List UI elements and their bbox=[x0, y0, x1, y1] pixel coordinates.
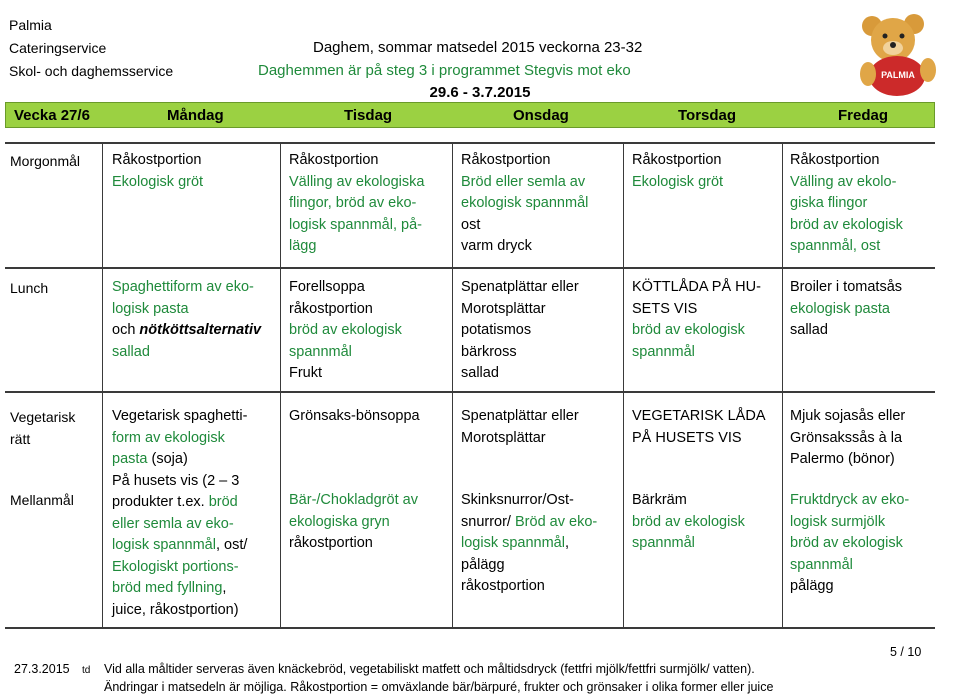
menu-line: bröd av ekologisk bbox=[632, 322, 745, 338]
menu-line: potatismos bbox=[461, 322, 532, 338]
menu-line: eller semla av eko- bbox=[112, 515, 234, 532]
menu-line: flingor, bröd av eko- bbox=[289, 195, 417, 211]
menu-line: SETS VIS bbox=[632, 300, 698, 317]
cell-tuesday-vegetarian bbox=[289, 406, 420, 428]
row-divider bbox=[5, 391, 935, 393]
day-monday: Måndag bbox=[167, 107, 224, 124]
menu-line: Ekologisk gröt bbox=[112, 173, 204, 190]
menu-line: Forellsoppa bbox=[289, 279, 365, 295]
menu-line: VEGETARISK LÅDA bbox=[632, 408, 766, 424]
day-thursday: Torsdag bbox=[678, 107, 737, 124]
menu-line: spannmål bbox=[289, 343, 352, 360]
menu-line: råkostportion bbox=[289, 535, 373, 551]
row-divider bbox=[5, 627, 935, 629]
menu-line: Mjuk sojasås eller bbox=[790, 408, 906, 424]
cell-friday-lunch bbox=[790, 277, 902, 342]
service-name: Skol- och daghemsservice bbox=[9, 63, 174, 79]
menu-line: sallad bbox=[112, 343, 150, 360]
cell-tuesday-lunch bbox=[289, 277, 402, 385]
cell-wednesday-vegetarian bbox=[461, 406, 579, 449]
menu-line: sallad bbox=[461, 365, 499, 381]
menu-line: Bröd eller semla av bbox=[461, 173, 586, 190]
footer-note-2: Ändringar i matsedeln är möjliga. Råkostportion = omväxlande bär/bärpuré, frukter och grönsaker i olika former eller juice bbox=[104, 680, 774, 694]
document-date: 27.3.2015 bbox=[14, 662, 70, 676]
cell-friday-vegetarian bbox=[790, 406, 905, 471]
cell-wednesday-morning bbox=[461, 150, 588, 258]
menu-line: pålägg bbox=[461, 556, 505, 573]
menu-line: Ekologiskt portions- bbox=[112, 558, 239, 575]
menu-title: Daghem, sommar matsedel 2015 veckorna 23-32 bbox=[313, 39, 643, 56]
menu-line: Ekologisk gröt bbox=[632, 173, 724, 190]
row-label-vegetarian: Vegetarisk rätt bbox=[10, 409, 76, 447]
menu-line: ekologiska gryn bbox=[289, 513, 390, 530]
menu-line: ekologisk spannmål bbox=[461, 195, 589, 211]
date-range: 29.6 - 3.7.2015 bbox=[429, 84, 531, 101]
cell-tuesday-morning bbox=[289, 150, 424, 258]
menu-line: Välling av ekologiska bbox=[289, 173, 425, 190]
cell-monday-vegetarian-snack bbox=[112, 406, 247, 621]
menu-line: PÅ HUSETS VIS bbox=[632, 429, 742, 446]
menu-line: logisk pasta bbox=[112, 300, 189, 317]
menu-line: logisk surmjölk bbox=[790, 513, 886, 530]
menu-line: form av ekologisk bbox=[112, 429, 225, 446]
menu-line: råkostportion bbox=[461, 578, 545, 594]
cell-monday-morning bbox=[112, 150, 203, 193]
cell-thursday-lunch bbox=[632, 277, 761, 363]
cell-tuesday-snack bbox=[289, 490, 418, 555]
menu-line: Bärkräm bbox=[632, 492, 687, 508]
menu-line: pålägg bbox=[790, 578, 834, 594]
menu-line: Spaghettiform av eko- bbox=[112, 279, 254, 295]
menu-line: ekologisk pasta bbox=[790, 300, 890, 317]
column-divider bbox=[102, 142, 103, 628]
menu-line: logisk spannmål, på- bbox=[289, 216, 422, 233]
week-label: Vecka 27/6 bbox=[14, 107, 90, 124]
org-name: Palmia bbox=[9, 17, 52, 33]
menu-line: Frukt bbox=[289, 365, 323, 381]
column-divider bbox=[452, 142, 453, 628]
row-label-morning: Morgonmål bbox=[10, 153, 81, 169]
row-divider bbox=[5, 267, 935, 269]
menu-line: bröd av ekologisk bbox=[289, 322, 402, 338]
dept-name: Cateringservice bbox=[9, 40, 107, 56]
menu-line: ost bbox=[461, 216, 481, 233]
menu-line: logisk spannmål, bbox=[461, 535, 570, 551]
menu-line: sallad bbox=[790, 322, 828, 338]
menu-line: Broiler i tomatsås bbox=[790, 279, 903, 295]
menu-line: Skinksnurror/Ost- bbox=[461, 492, 574, 508]
menu-line: bröd med fyllning, bbox=[112, 580, 227, 596]
menu-line: Råkostportion bbox=[461, 152, 551, 168]
cell-thursday-snack bbox=[632, 490, 745, 555]
menu-line: giska flingor bbox=[790, 195, 868, 211]
cell-thursday-morning bbox=[632, 150, 723, 193]
menu-line: spannmål bbox=[632, 535, 695, 551]
cell-friday-snack bbox=[790, 490, 909, 598]
menu-line: logisk spannmål, ost/ bbox=[112, 537, 248, 553]
menu-line: Morotsplättar bbox=[461, 300, 546, 317]
cell-wednesday-snack bbox=[461, 490, 597, 598]
menu-line: Vegetarisk spaghetti- bbox=[112, 408, 248, 424]
menu-line: Välling av ekolo- bbox=[790, 173, 897, 190]
week-header-bar bbox=[5, 102, 935, 128]
menu-line: Grönsaks-bönsoppa bbox=[289, 408, 420, 424]
menu-line: pasta (soja) bbox=[112, 451, 188, 467]
cell-monday-lunch bbox=[112, 277, 261, 363]
row-label-lunch: Lunch bbox=[10, 280, 49, 296]
menu-line: lägg bbox=[289, 238, 317, 254]
menu-line: Spenatplättar eller bbox=[461, 408, 579, 424]
page-number: 5 / 10 bbox=[890, 645, 922, 659]
menu-line: På husets vis (2 – 3 bbox=[112, 472, 240, 489]
menu-line: Grönsakssås à la bbox=[790, 429, 903, 446]
menu-line: spannmål bbox=[790, 556, 853, 573]
column-divider bbox=[280, 142, 281, 628]
menu-line: bröd av ekologisk bbox=[632, 513, 745, 530]
menu-line: Råkostportion bbox=[112, 152, 202, 168]
menu-line: Råkostportion bbox=[790, 152, 880, 168]
day-friday: Fredag bbox=[838, 107, 889, 124]
menu-subtitle: Daghemmen är på steg 3 i programmet Stegvis mot eko bbox=[258, 62, 631, 79]
author-initials: td bbox=[82, 665, 91, 676]
menu-line: snurror/ Bröd av eko- bbox=[461, 513, 598, 530]
menu-line: bärkross bbox=[461, 343, 517, 360]
menu-line: Spenatplättar eller bbox=[461, 279, 579, 295]
footer-note-1: Vid alla måltider serveras även knäckebröd, vegetabiliskt matfett och måltidsdryck (fettfri mjölk/fettfri surmjölk/ vatten). bbox=[104, 662, 755, 676]
menu-line: råkostportion bbox=[289, 300, 373, 317]
menu-line: Fruktdryck av eko- bbox=[790, 492, 910, 508]
logo-text: PALMIA bbox=[881, 70, 915, 80]
menu-line: Råkostportion bbox=[632, 152, 722, 168]
menu-line: bröd av ekologisk bbox=[790, 216, 903, 233]
menu-line: produkter t.ex. bröd bbox=[112, 494, 238, 510]
column-divider bbox=[623, 142, 624, 628]
day-tuesday: Tisdag bbox=[344, 107, 393, 124]
menu-line: bröd av ekologisk bbox=[790, 535, 903, 551]
menu-line: Palermo (bönor) bbox=[790, 451, 895, 467]
menu-line: spannmål bbox=[632, 343, 695, 360]
cell-wednesday-lunch bbox=[461, 277, 579, 385]
menu-line: varm dryck bbox=[461, 238, 532, 254]
column-divider bbox=[782, 142, 783, 628]
menu-line: KÖTTLÅDA PÅ HU- bbox=[632, 279, 761, 295]
menu-line: Morotsplättar bbox=[461, 429, 546, 446]
cell-friday-morning bbox=[790, 150, 903, 258]
menu-line: spannmål, ost bbox=[790, 238, 881, 254]
row-label-snack: Mellanmål bbox=[10, 492, 74, 508]
row-divider bbox=[5, 142, 935, 144]
menu-line: Råkostportion bbox=[289, 152, 379, 168]
cell-thursday-vegetarian bbox=[632, 406, 766, 449]
day-wednesday: Onsdag bbox=[513, 107, 569, 124]
menu-line: juice, råkostportion) bbox=[112, 601, 239, 618]
menu-line: och nötköttsalternativ bbox=[112, 322, 262, 338]
menu-line: Bär-/Chokladgröt av bbox=[289, 492, 418, 508]
